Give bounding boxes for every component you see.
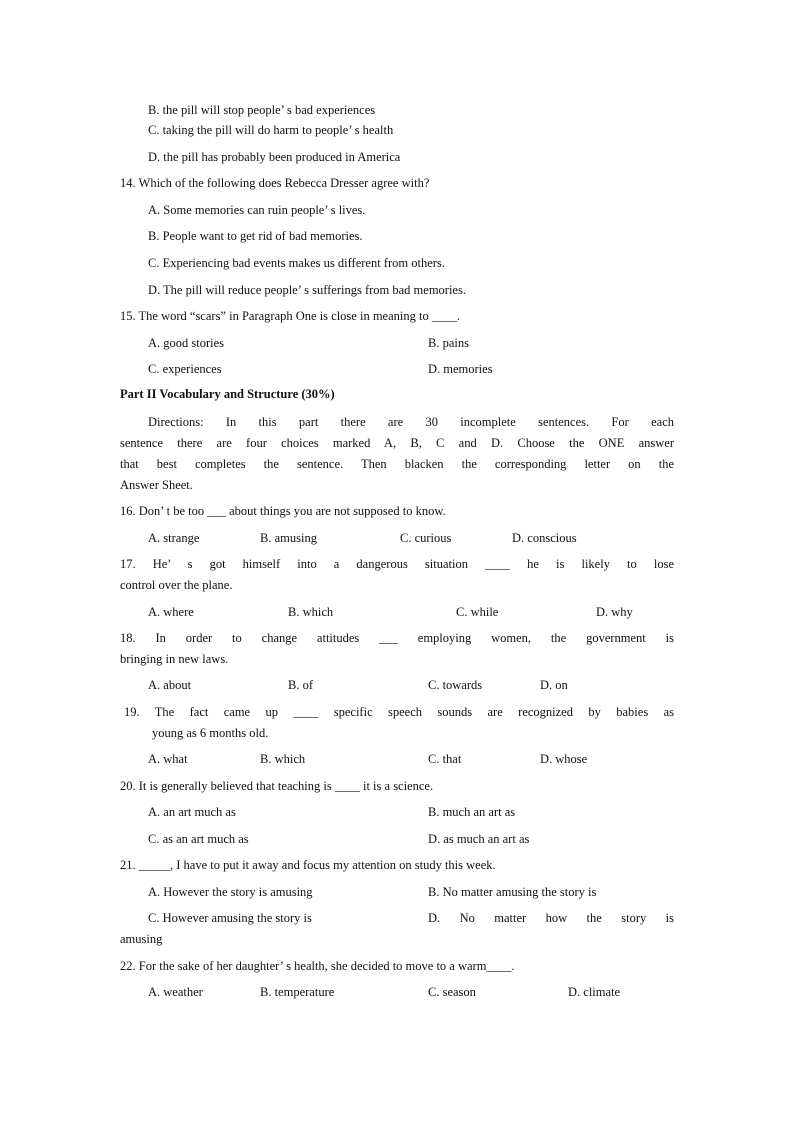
q18-option-a: A. about — [148, 678, 192, 692]
q19-stem-line-1: 19. The fact came up ____ specific speech sounds are recognized by babies as — [124, 705, 674, 719]
q18-stem-line-1: 18. In order to change attitudes ___ employing women, the government is — [120, 631, 674, 645]
directions-line-4: Answer Sheet. — [120, 478, 193, 492]
q15-option-a: A. good stories — [148, 336, 225, 350]
q21-option-d-line-2: amusing — [120, 932, 163, 946]
q20-option-b: B. much an art as — [428, 805, 516, 819]
q15-option-c: C. experiences — [148, 362, 222, 376]
section-heading: Part II Vocabulary and Structure (30%) — [120, 387, 335, 401]
q22-option-c: C. season — [428, 985, 476, 999]
q14-option-b: B. People want to get rid of bad memories. — [148, 229, 363, 243]
q17-stem-line-2: control over the plane. — [120, 578, 233, 592]
q22-stem: 22. For the sake of her daughter’ s health, she decided to move to a warm____. — [120, 959, 515, 973]
q14-option-d: D. The pill will reduce people’ s sufferings from bad memories. — [148, 283, 466, 297]
q18-option-d: D. on — [540, 678, 568, 692]
q18-stem-line-2: bringing in new laws. — [120, 652, 229, 666]
q19-option-c: C. that — [428, 752, 462, 766]
q14-option-a: A. Some memories can ruin people’ s lives. — [148, 203, 366, 217]
q17-stem-line-1: 17. He’ s got himself into a dangerous situation ____ he is likely to lose — [120, 557, 674, 571]
directions-line-2: sentence there are four choices marked A, B, C and D. Choose the ONE answer — [120, 436, 674, 450]
q19-option-b: B. which — [260, 752, 306, 766]
q17-option-c: C. while — [456, 605, 499, 619]
q17-option-b: B. which — [288, 605, 334, 619]
q15-option-d: D. memories — [428, 362, 493, 376]
q18-option-b: B. of — [288, 678, 313, 692]
q13-option-b: B. the pill will stop people’ s bad experiences — [148, 103, 376, 117]
q16-option-c: C. curious — [400, 531, 452, 545]
q16-option-d: D. conscious — [512, 531, 577, 545]
q21-option-a: A. However the story is amusing — [148, 885, 313, 899]
q13-option-c: C. taking the pill will do harm to people’ s health — [148, 123, 394, 137]
q22-option-d: D. climate — [568, 985, 621, 999]
q19-option-d: D. whose — [540, 752, 588, 766]
q20-stem: 20. It is generally believed that teaching is ____ it is a science. — [120, 779, 434, 793]
q22-option-b: B. temperature — [260, 985, 335, 999]
q17-option-d: D. why — [596, 605, 633, 619]
directions-line-1: Directions: In this part there are 30 incomplete sentences. For each — [148, 415, 674, 429]
q21-option-b: B. No matter amusing the story is — [428, 885, 597, 899]
q20-option-d: D. as much an art as — [428, 832, 530, 846]
q15-stem: 15. The word “scars” in Paragraph One is close in meaning to ____. — [120, 309, 460, 323]
q16-option-b: B. amusing — [260, 531, 317, 545]
q21-stem: 21. _____, I have to put it away and focus my attention on study this week. — [120, 858, 496, 872]
q18-option-c: C. towards — [428, 678, 483, 692]
q20-option-c: C. as an art much as — [148, 832, 249, 846]
q22-option-a: A. weather — [148, 985, 203, 999]
q20-option-a: A. an art much as — [148, 805, 236, 819]
q21-option-c: C. However amusing the story is — [148, 911, 312, 925]
q14-option-c: C. Experiencing bad events makes us different from others. — [148, 256, 445, 270]
directions-line-3: that best completes the sentence. Then blacken the corresponding letter on the — [120, 457, 674, 471]
q16-stem: 16. Don’ t be too ___ about things you are not supposed to know. — [120, 504, 446, 518]
q17-option-a: A. where — [148, 605, 194, 619]
q16-option-a: A. strange — [148, 531, 200, 545]
q14-stem: 14. Which of the following does Rebecca Dresser agree with? — [120, 176, 430, 190]
q13-option-d: D. the pill has probably been produced in America — [148, 150, 401, 164]
q19-stem-line-2: young as 6 months old. — [152, 726, 269, 740]
q19-option-a: A. what — [148, 752, 188, 766]
q21-option-d-line-1: D. No matter how the story is — [428, 911, 674, 925]
q15-option-b: B. pains — [428, 336, 469, 350]
